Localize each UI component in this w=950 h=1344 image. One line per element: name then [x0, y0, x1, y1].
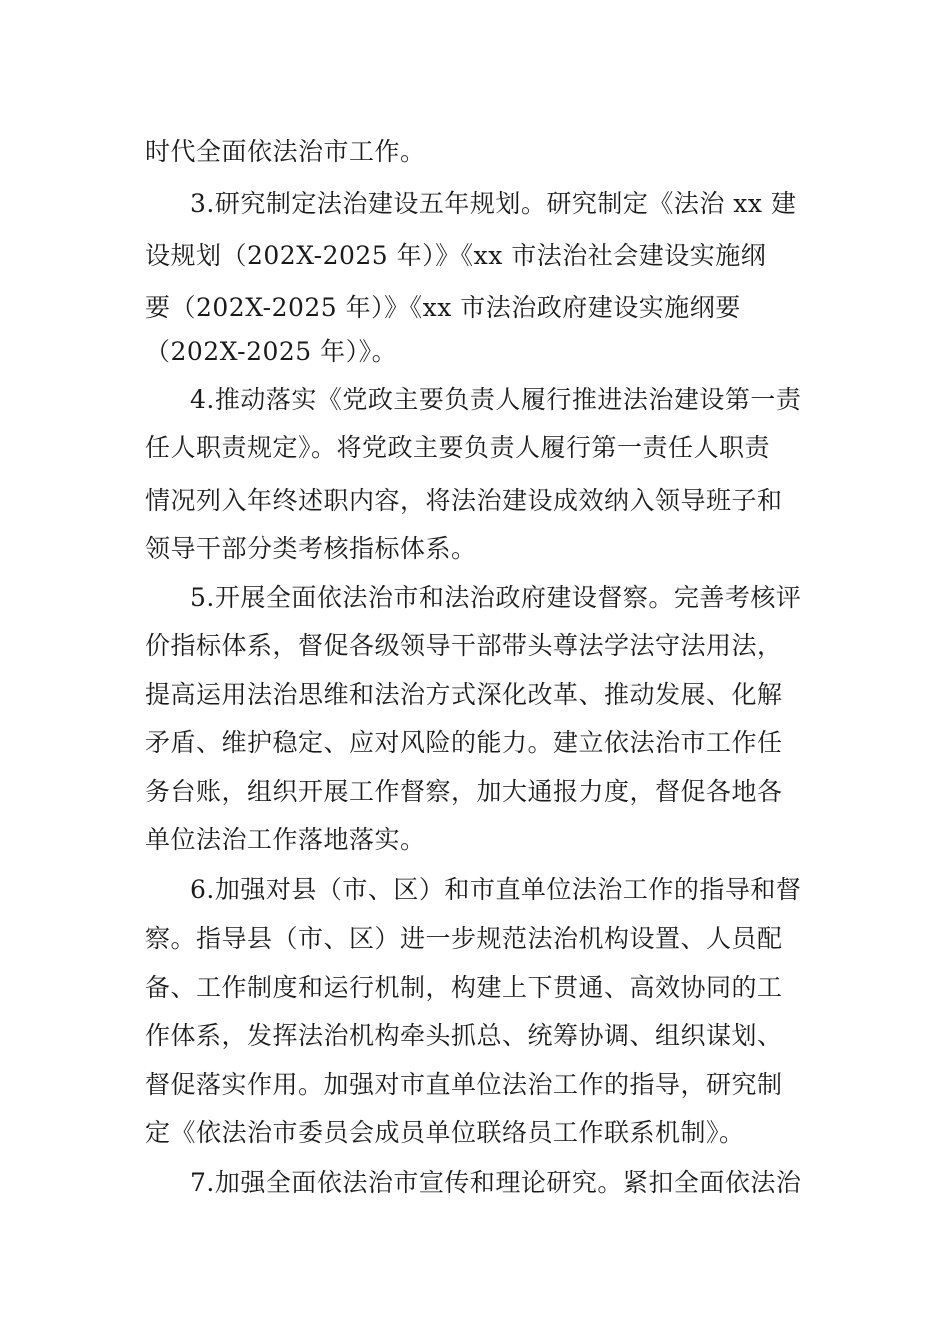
paragraph-5-start: 5.开展全面依法治市和法治政府建设督察。完善考核评 — [190, 583, 802, 612]
text-line: 矛盾、维护稳定、应对风险的能力。建立依法治市工作任 — [145, 728, 783, 757]
paragraph-4-start: 4.推动落实《党政主要负责人履行推进法治建设第一责 — [190, 385, 802, 414]
text-line: 设规划（202X-2025 年）》《xx 市法治社会建设实施纲 — [145, 241, 767, 270]
text-line: 任人职责规定》。将党政主要负责人履行第一责任人职责 — [145, 433, 771, 462]
paragraph-6-start: 6.加强对县（市、区）和市直单位法治工作的指导和督 — [190, 875, 802, 904]
text-line: 督促落实作用。加强对市直单位法治工作的指导，研究制 — [145, 1070, 783, 1099]
text-line: 情况列入年终述职内容，将法治建设成效纳入领导班子和 — [145, 486, 783, 515]
text-line: 领导干部分类考核指标体系。 — [145, 534, 477, 563]
text-line: 时代全面依法治市工作。 — [145, 137, 426, 166]
text-line: 察。指导县（市、区）进一步规范法治机构设置、人员配 — [145, 924, 783, 953]
text-line: 价指标体系，督促各级领导干部带头尊法学法守法用法， — [145, 631, 783, 660]
text-line: （202X-2025 年）》。 — [145, 337, 398, 366]
text-line: 要（202X-2025 年）》《xx 市法治政府建设实施纲要 — [145, 293, 741, 322]
text-line: 备、工作制度和运行机制，构建上下贯通、高效协同的工 — [145, 973, 783, 1002]
paragraph-3-start: 3.研究制定法治建设五年规划。研究制定《法治 xx 建 — [190, 189, 797, 218]
text-line: 作体系，发挥法治机构牵头抓总、统筹协调、组织谋划、 — [145, 1021, 783, 1050]
text-line: 提高运用法治思维和法治方式深化改革、推动发展、化解 — [145, 680, 783, 709]
text-line: 定《依法治市委员会成员单位联络员工作联系机制》。 — [145, 1118, 745, 1147]
text-line: 单位法治工作落地落实。 — [145, 825, 426, 854]
text-line: 务台账，组织开展工作督察，加大通报力度，督促各地各 — [145, 777, 783, 806]
paragraph-7-start: 7.加强全面依法治市宣传和理论研究。紧扣全面依法治 — [190, 1168, 802, 1197]
